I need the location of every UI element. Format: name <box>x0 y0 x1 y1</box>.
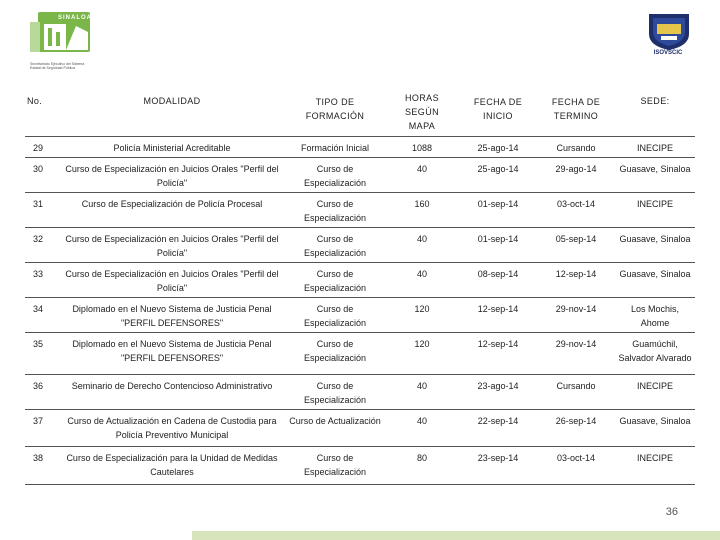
cell-sede: INECIPE <box>615 136 695 157</box>
cell-no: 34 <box>25 297 59 332</box>
footer-bar <box>192 531 720 540</box>
cell-modalidad: Policía Ministerial Acreditable <box>59 136 285 157</box>
cell-termino: 29-ago-14 <box>537 157 615 192</box>
cell-inicio: 01-sep-14 <box>459 227 537 262</box>
cell-no: 31 <box>25 192 59 227</box>
cell-no: 32 <box>25 227 59 262</box>
col-header-termino: FECHA DE TERMINO <box>537 80 615 136</box>
cell-sede: Guasave, Sinaloa <box>615 227 695 262</box>
cell-sede: Guasave, Sinaloa <box>615 157 695 192</box>
cell-no: 36 <box>25 374 59 409</box>
col-header-modalidad: MODALIDAD <box>59 80 285 136</box>
cell-inicio: 25-ago-14 <box>459 136 537 157</box>
cell-inicio: 22-sep-14 <box>459 409 537 446</box>
sinaloa-logo <box>30 12 100 70</box>
iso-label: ISOVSCIC <box>653 50 683 56</box>
cell-sede: Guasave, Sinaloa <box>615 409 695 446</box>
table-row <box>25 227 695 262</box>
logo-tagline-line: Secretariado Ejecutivo del Sistema <box>30 62 85 66</box>
cell-horas: 40 <box>385 157 459 192</box>
cell-termino: 05-sep-14 <box>537 227 615 262</box>
cell-modalidad: Curso de Especialización en Juicios Orales "Perfil del Policía" <box>59 262 285 297</box>
cell-tipo: Curso de Especialización <box>285 192 385 227</box>
col-header-no: No. <box>25 80 59 136</box>
cell-no: 29 <box>25 136 59 157</box>
shield-icon <box>645 10 693 50</box>
cell-modalidad: Curso de Especialización para la Unidad de Medidas Cautelares <box>59 446 285 484</box>
cell-termino: Cursando <box>537 136 615 157</box>
courses-table <box>25 80 695 485</box>
table-row <box>25 297 695 332</box>
page-number: 36 <box>665 506 678 518</box>
cell-termino: Cursando <box>537 374 615 409</box>
cell-horas: 160 <box>385 192 459 227</box>
cell-tipo: Curso de Actualización <box>285 409 385 446</box>
table-row <box>25 136 695 157</box>
cell-no: 38 <box>25 446 59 484</box>
col-header-tipo: TIPO DE FORMACIÓN <box>285 80 385 136</box>
col-header-inicio: FECHA DE INICIO <box>459 80 537 136</box>
logo-title: SINALOA <box>58 15 92 21</box>
cell-sede: Los Mochis, Ahome <box>615 297 695 332</box>
cell-inicio: 25-ago-14 <box>459 157 537 192</box>
cell-tipo: Formación Inicial <box>285 136 385 157</box>
table-row <box>25 262 695 297</box>
cell-tipo: Curso de Especialización <box>285 297 385 332</box>
cell-termino: 29-nov-14 <box>537 297 615 332</box>
cell-inicio: 12-sep-14 <box>459 332 537 374</box>
cell-horas: 120 <box>385 332 459 374</box>
cell-termino: 03-oct-14 <box>537 192 615 227</box>
cell-termino: 12-sep-14 <box>537 262 615 297</box>
cell-horas: 120 <box>385 297 459 332</box>
cell-horas: 1088 <box>385 136 459 157</box>
cell-tipo: Curso de Especialización <box>285 374 385 409</box>
cell-tipo: Curso de Especialización <box>285 227 385 262</box>
logo-tagline <box>30 62 110 70</box>
cell-no: 33 <box>25 262 59 297</box>
cell-no: 37 <box>25 409 59 446</box>
col-header-sede: SEDE: <box>615 80 695 136</box>
cell-modalidad: Curso de Especialización de Policía Procesal <box>59 192 285 227</box>
cell-modalidad: Seminario de Derecho Contencioso Administrativo <box>59 374 285 409</box>
table-row <box>25 192 695 227</box>
cell-modalidad: Curso de Actualización en Cadena de Custodia para Policía Preventivo Municipal <box>59 409 285 446</box>
cell-inicio: 12-sep-14 <box>459 297 537 332</box>
cell-sede: INECIPE <box>615 374 695 409</box>
table-row <box>25 446 695 484</box>
cell-sede: Guamúchil, Salvador Alvarado <box>615 332 695 374</box>
logo-tagline-line: Estatal de Seguridad Pública <box>30 66 75 70</box>
cell-termino: 29-nov-14 <box>537 332 615 374</box>
cell-sede: Guasave, Sinaloa <box>615 262 695 297</box>
cell-horas: 40 <box>385 374 459 409</box>
cell-modalidad: Diplomado en el Nuevo Sistema de Justicia Penal "PERFIL DEFENSORES" <box>59 297 285 332</box>
table-row <box>25 332 695 374</box>
cell-inicio: 08-sep-14 <box>459 262 537 297</box>
cell-tipo: Curso de Especialización <box>285 446 385 484</box>
cell-sede: INECIPE <box>615 446 695 484</box>
table-header-row <box>25 80 695 136</box>
table-row <box>25 409 695 446</box>
cell-modalidad: Curso de Especialización en Juicios Orales "Perfil del Policía" <box>59 157 285 192</box>
cell-horas: 40 <box>385 409 459 446</box>
cell-horas: 80 <box>385 446 459 484</box>
cell-no: 30 <box>25 157 59 192</box>
cell-tipo: Curso de Especialización <box>285 262 385 297</box>
col-header-horas: HORAS SEGÚN MAPA <box>385 80 459 136</box>
table-row <box>25 157 695 192</box>
cell-horas: 40 <box>385 227 459 262</box>
cell-modalidad: Curso de Especialización en Juicios Orales "Perfil del Policía" <box>59 227 285 262</box>
cell-termino: 03-oct-14 <box>537 446 615 484</box>
cell-modalidad: Diplomado en el Nuevo Sistema de Justicia Penal "PERFIL DEFENSORES" <box>59 332 285 374</box>
cell-termino: 26-sep-14 <box>537 409 615 446</box>
table-row <box>25 374 695 409</box>
cell-inicio: 23-ago-14 <box>459 374 537 409</box>
cell-horas: 40 <box>385 262 459 297</box>
cell-no: 35 <box>25 332 59 374</box>
cell-tipo: Curso de Especialización <box>285 332 385 374</box>
cell-inicio: 23-sep-14 <box>459 446 537 484</box>
cell-sede: INECIPE <box>615 192 695 227</box>
cell-inicio: 01-sep-14 <box>459 192 537 227</box>
cell-tipo: Curso de Especialización <box>285 157 385 192</box>
